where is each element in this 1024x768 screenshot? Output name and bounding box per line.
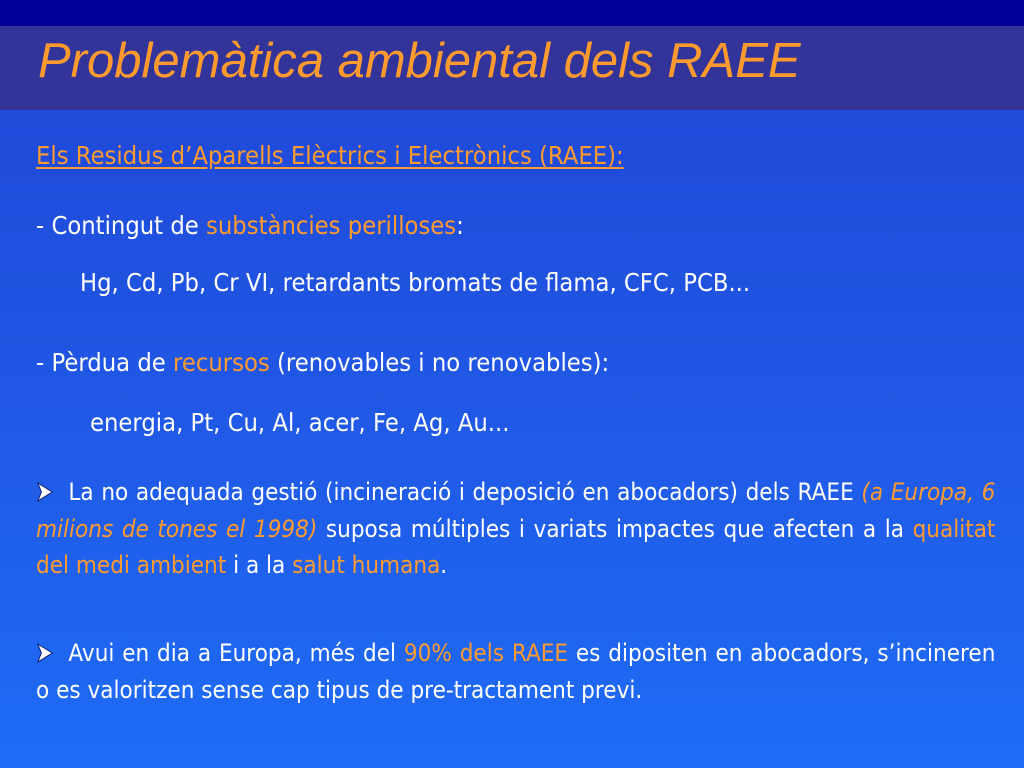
bullet1-text-c: i a la bbox=[226, 551, 293, 580]
bullet1-text-b: suposa múltiples i variats impactes que afecten a la bbox=[317, 514, 913, 543]
bullet2-text-b: es dipositen en abocadors, s’incineren o es valoritzen sense cap tipus de pre-tractament previ. bbox=[36, 639, 996, 704]
top-strip bbox=[0, 0, 1024, 26]
bullet-paragraph-management bbox=[36, 474, 994, 584]
item2-prefix: - Pèrdua de bbox=[36, 348, 174, 377]
item1-suffix: : bbox=[456, 211, 464, 240]
bullet1-text-d: . bbox=[440, 551, 448, 580]
bullet2-text-a: Avui en dia a Europa, més del bbox=[68, 639, 404, 667]
arrowhead-bullet-icon bbox=[36, 474, 68, 511]
arrowhead-bullet-icon bbox=[36, 635, 68, 672]
bullet2-highlight: 90% dels RAEE bbox=[403, 639, 569, 667]
bullet1-highlight: qualitat del medi ambient bbox=[36, 514, 996, 580]
item-hazardous-substances bbox=[36, 211, 464, 241]
bullet1-italic: (a Europa, 6 milions de tones el 1998) bbox=[36, 478, 996, 543]
item2-highlight: recursos bbox=[173, 348, 270, 377]
slide-title: Problemàtica ambiental dels RAEE bbox=[38, 34, 801, 88]
item2-suffix: (renovables i no renovables): bbox=[269, 348, 610, 377]
item1-detail: Hg, Cd, Pb, Cr VI, retardants bromats de flama, CFC, PCB... bbox=[80, 268, 751, 297]
item2-detail: energia, Pt, Cu, Al, acer, Fe, Ag, Au... bbox=[90, 408, 510, 437]
item1-highlight: substàncies perilloses bbox=[206, 211, 457, 240]
bullet-paragraph-europe bbox=[36, 635, 994, 708]
bullet1-text-a: La no adequada gestió (incineració i deposició en abocadors) dels RAEE bbox=[68, 478, 862, 506]
item-resource-loss bbox=[36, 348, 609, 378]
slide-subtitle: Els Residus d’Aparells Elèctrics i Electrònics (RAEE): bbox=[36, 141, 624, 170]
item1-prefix: - Contingut de bbox=[36, 211, 207, 240]
bullet1-highlight2: salut humana bbox=[292, 551, 441, 580]
